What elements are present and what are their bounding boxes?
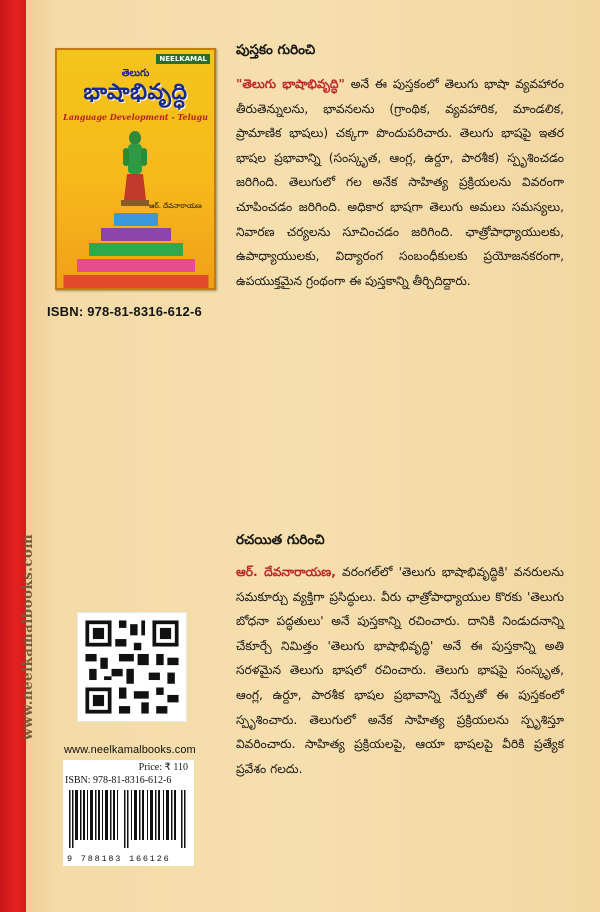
website-label: www.neelkamalbooks.com (64, 744, 196, 756)
cover-subtitle: Language Development - Telugu (63, 112, 208, 122)
statue-icon (117, 128, 153, 206)
cover-language: తెలుగు (121, 68, 150, 79)
barcode-panel (63, 760, 194, 866)
cover-steps (57, 208, 214, 288)
about-author-text (236, 560, 564, 781)
book-title-highlight: "తెలుగు భాషాభివృద్ధి" (236, 77, 345, 91)
price-label: Price: ₹ 110 (138, 762, 188, 773)
author-name-highlight: ఆర్. దేవనారాయణ, (236, 565, 336, 579)
barcode (69, 790, 187, 848)
isbn-label: ISBN: 978-81-8316-612-6 (47, 304, 202, 319)
cover-thumbnail (55, 48, 216, 290)
about-book-heading: పుస్తకం గురించి (236, 42, 316, 58)
about-book-body: అనే ఈ పుస్తకంలో తెలుగు భాషా వ్యవహారం తీరుతెన్నులను, భావనలను (గ్రాంథిక, వ్యవహారిక, మాండలిక, ప్రామాణిక భాషలు) చక్కగా పొందుపరిచారు. తెలుగు భాషపై ఇతర భాషల ప్రభావాన్ని (సంస్కృత, ఆంగ్ల, ఉర్దూ, పారశీక) స్పృశించడం జరిగింది. తెలుగులో గల అనేక సాహిత్య ప్రక్రియలను వివరంగా చూపించడం జరిగింది. అధికార భాషగా తెలుగు అమలు సమస్యలు, నివారణ చర్యలను సూచించడం జరిగింది. ఛాత్రోపాధ్యాయులకు, ఉపాధ్యాయులకు, విద్యారంగ సంబంధీకులకు ప్రయోజనకరంగా, ఉపయుక్తమైన గ్రంథంగా ఈ పుస్తకాన్ని తీర్చిదిద్దారు. (236, 77, 564, 288)
publisher-logo: NEELKAMAL (156, 54, 210, 64)
cover-step (114, 213, 158, 226)
cover-step (101, 228, 171, 241)
cover-title: భాషాభివృద్ధి (83, 80, 188, 105)
cover-step (63, 275, 208, 288)
barcode-isbn: ISBN: 978-81-8316-612-6 (65, 775, 172, 786)
about-book-text (236, 72, 564, 293)
side-website-text: www.neelkamalbooks.com (20, 533, 36, 740)
cover-step (89, 243, 183, 256)
about-author-heading: రచయిత గురించి (236, 532, 325, 548)
qr-code (77, 612, 187, 722)
cover-author: ఆర్. దేవనారాయణ (149, 202, 202, 210)
about-author-body: వరంగల్‌లో 'తెలుగు భాషాభివృద్ధికి' వనరులను సమకూర్చు వ్యక్తిగా ప్రసిద్ధులు. వీరు ఛాత్రోపాధ్యాయుల కొరకు 'తెలుగు బోధనా పద్ధతులు' అనే పుస్తకాన్ని రచించారు. దానికి నిండుదనాన్ని చేకూర్చే నిమిత్తం 'తెలుగు భాషాభివృద్ధి' అనే ఈ పుస్తకాన్ని అతి సరళమైన తెలుగు భాషలో రచించారు. తెలుగు భాషపై సంస్కృత, ఆంగ్ల, ఉర్దూ, పారశీక భాషల ప్రభావాన్ని నేర్పుతో ఈ పుస్తకంలో స్పృశించారు. తెలుగులో అనేక సాహిత్య ప్రక్రియలను స్పృశిస్తూ వివరించారు. సాహిత్య ప్రక్రియలపై, ఆయా భాషలపై వీరికి ప్రత్యేక ప్రవేశం గలదు. (236, 565, 564, 776)
barcode-number: 9 788183 166126 (67, 854, 171, 864)
cover-step (77, 259, 195, 272)
